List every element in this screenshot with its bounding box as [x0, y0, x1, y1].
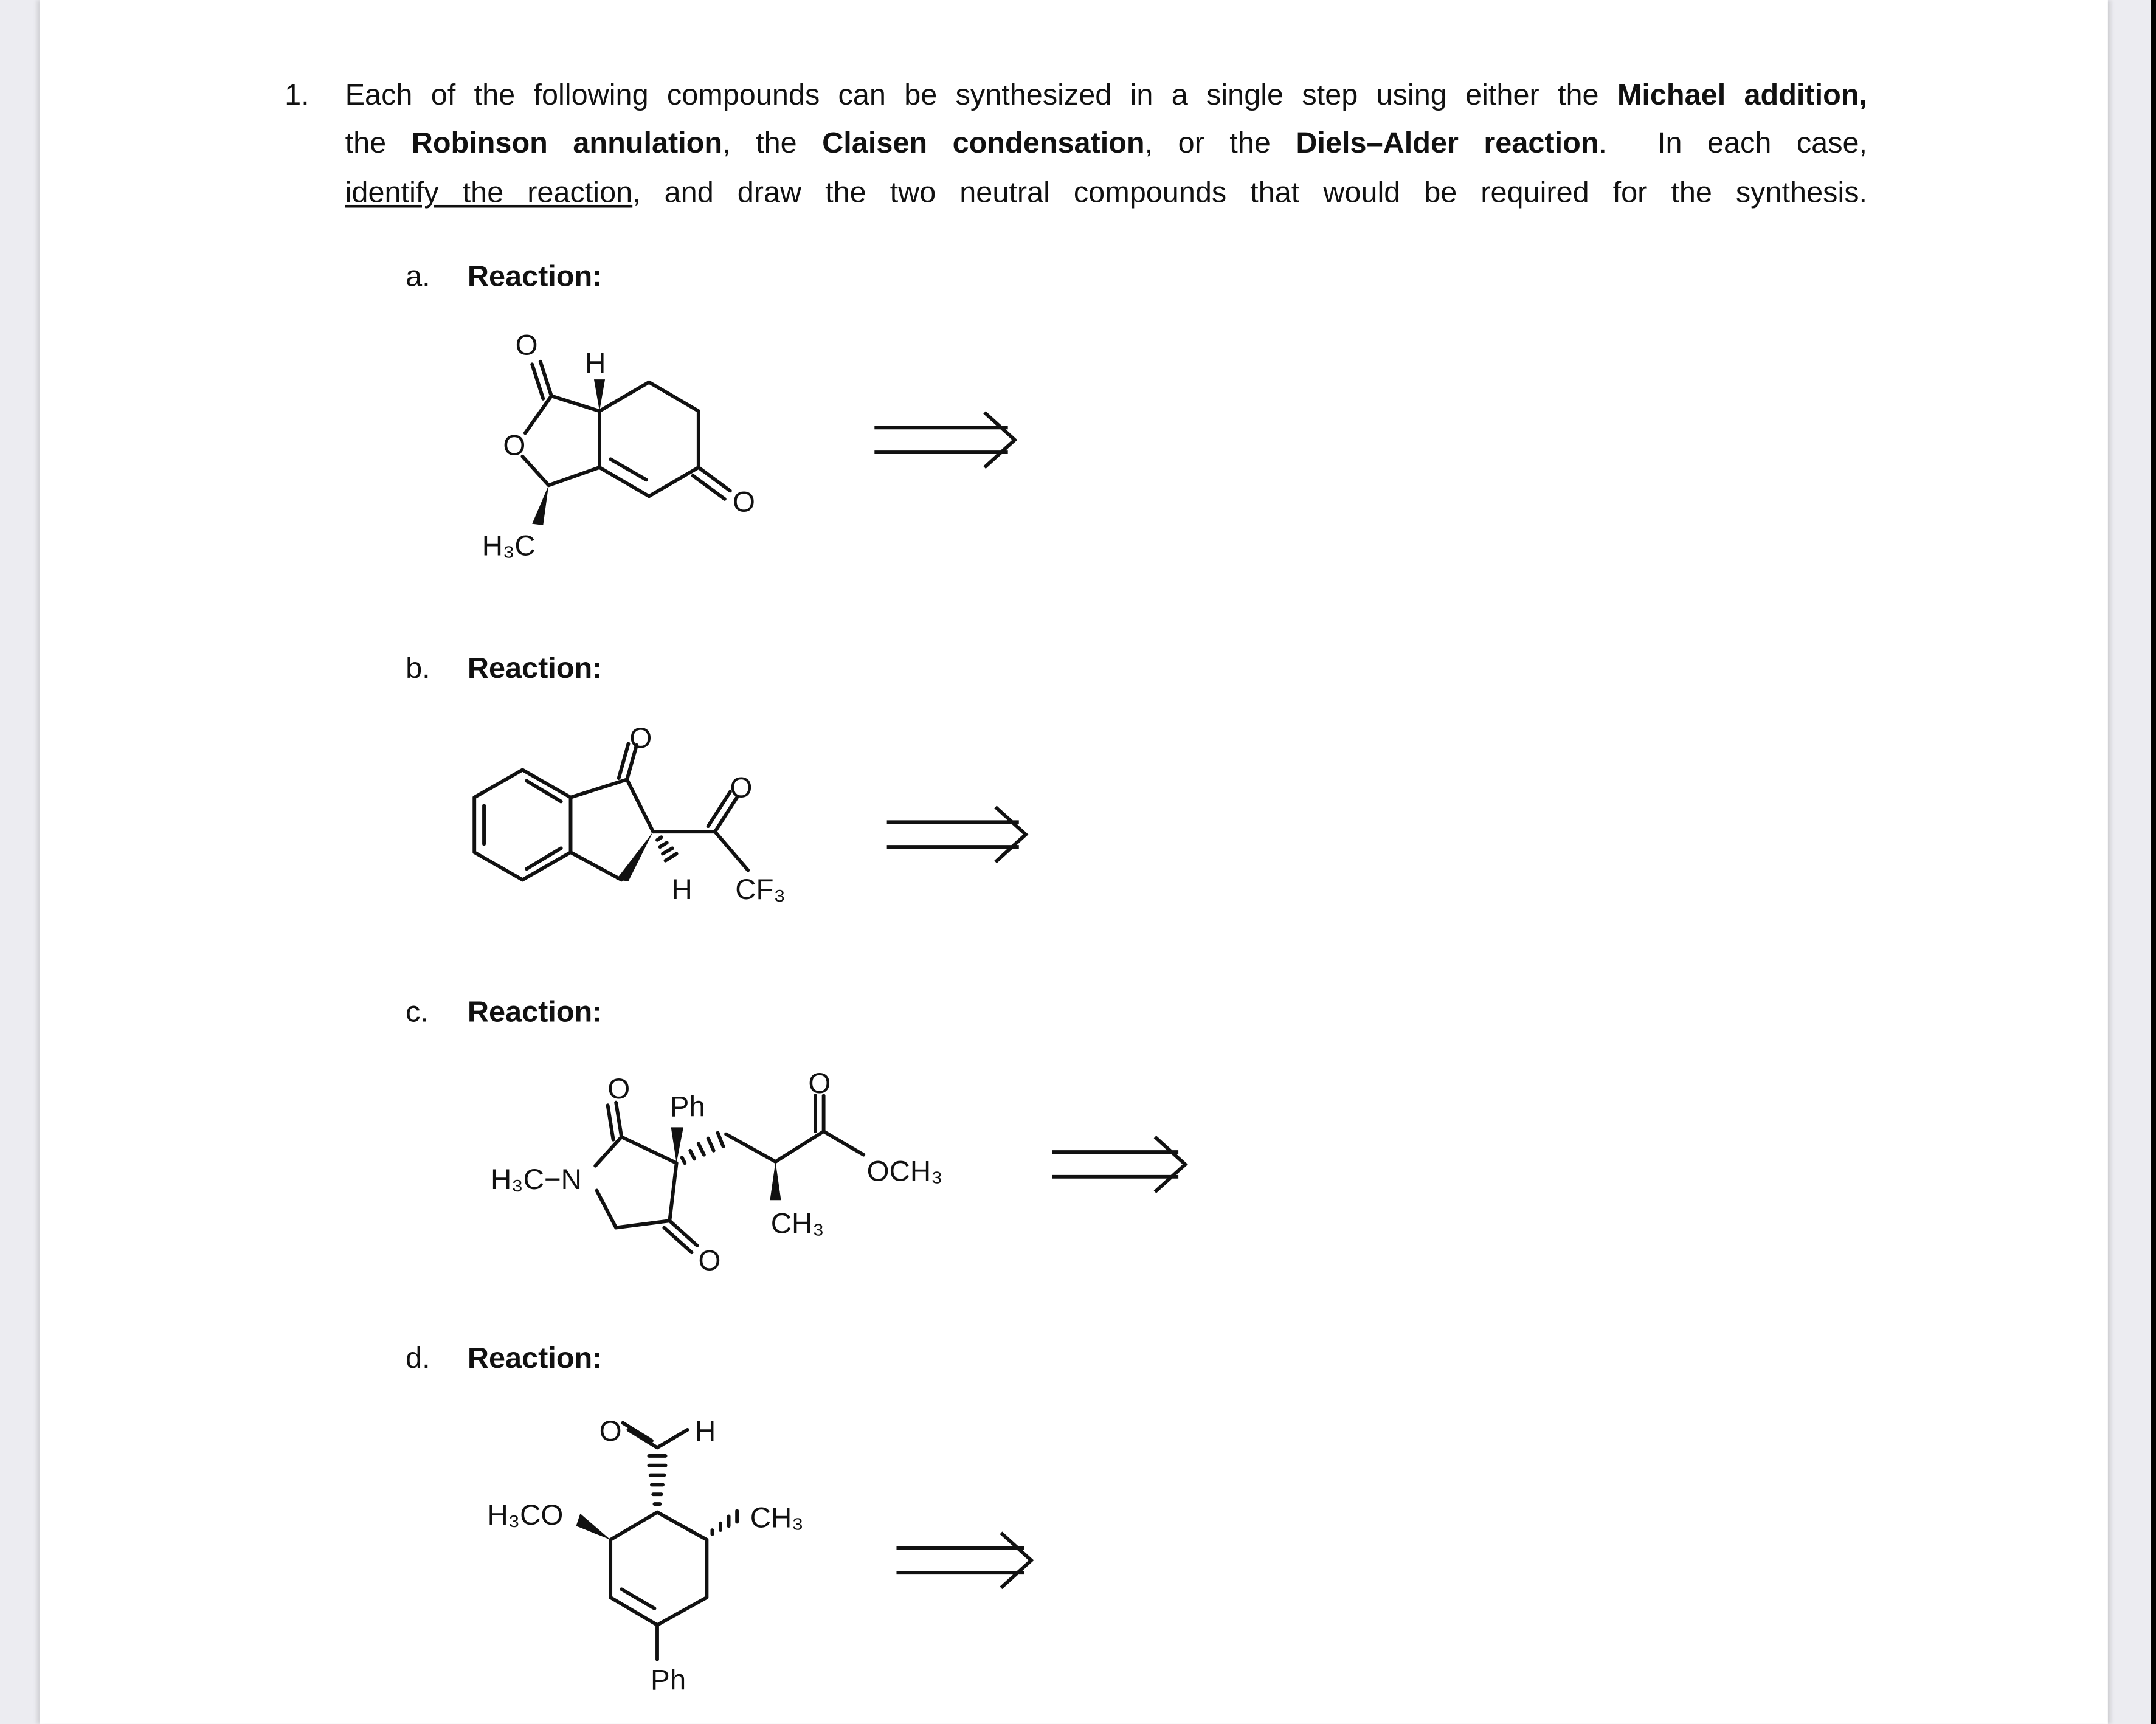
- atom-label: Ph: [669, 1091, 705, 1123]
- molecule-b: [474, 722, 786, 906]
- text: , or the: [1144, 126, 1296, 160]
- wedge-bond: [576, 1514, 611, 1540]
- molecule-d: [487, 1415, 803, 1696]
- wedge-bond: [616, 832, 653, 881]
- atom-label: CH₃: [770, 1207, 824, 1240]
- text: ,: [1859, 78, 1868, 112]
- lactone-carbonyl: [532, 362, 551, 399]
- atom-label: O: [730, 771, 753, 804]
- cyclohexenone-ring: [599, 382, 699, 497]
- atom-label: H: [671, 874, 693, 906]
- part-a-letter: a.: [406, 260, 430, 293]
- atom-label: O: [503, 429, 526, 462]
- text: . In each case,: [1598, 126, 1868, 160]
- wedge-bond: [770, 1162, 781, 1200]
- five-ring: [571, 779, 654, 880]
- retrosynthesis-arrow-c: [1052, 1137, 1185, 1191]
- atom-label: O: [607, 1072, 631, 1105]
- part-c-letter: c.: [406, 995, 429, 1029]
- term-robinson-annulation: Robinson annulation: [411, 126, 723, 160]
- atom-label: Ph: [651, 1664, 686, 1697]
- part-d-letter: d.: [406, 1342, 430, 1375]
- aldehyde-bonds: [623, 1423, 687, 1448]
- part-a-label: Reaction:: [467, 260, 603, 293]
- part-b-letter: b.: [406, 651, 430, 685]
- retrosynthesis-arrow-b: [887, 807, 1026, 861]
- hashed-bond: [657, 837, 677, 860]
- term-michael-addition: Michael addition: [1617, 78, 1859, 112]
- ketone-double-bond: [693, 467, 730, 499]
- atom-label: O: [698, 1244, 721, 1277]
- hashed-bond: [682, 1133, 724, 1163]
- atom-label: H₃C: [482, 529, 536, 562]
- part-c-label: Reaction:: [467, 995, 603, 1029]
- atom-label: CH₃: [750, 1502, 804, 1534]
- aromatic-inner-lines: [484, 781, 561, 869]
- hashed-bond: [649, 1456, 665, 1504]
- atom-label: OCH₃: [866, 1155, 943, 1188]
- underlined-instruction: identify the reaction: [345, 176, 633, 209]
- part-b-label: Reaction:: [467, 651, 603, 685]
- molecule-c: [491, 1067, 942, 1277]
- term-claisen-condensation: Claisen condensation: [822, 126, 1145, 160]
- pyrrolidinedione-ring: [595, 1137, 676, 1227]
- text: Each of the following compounds can be synthesized in a single step using either the: [345, 78, 1617, 112]
- cyclohexene-ring: [610, 1512, 707, 1625]
- hashed-bond: [712, 1511, 737, 1534]
- ester-chain: [726, 1095, 863, 1162]
- text: the: [345, 126, 412, 160]
- molecule-a: [482, 329, 755, 562]
- atom-label: H: [585, 347, 606, 379]
- retrosynthesis-arrow-a: [874, 412, 1015, 467]
- benzene-ring: [474, 770, 570, 880]
- lactone-ring: [522, 396, 599, 485]
- atom-label: O: [599, 1415, 622, 1448]
- atom-label: H₃CO: [487, 1498, 564, 1531]
- atom-label: H₃C−N: [491, 1164, 582, 1196]
- atom-label: O: [808, 1067, 831, 1100]
- atom-label: O: [629, 722, 652, 755]
- question-number: 1.: [285, 78, 309, 112]
- text: , the: [722, 126, 823, 160]
- part-d-label: Reaction:: [467, 1342, 603, 1375]
- carbonyl-2: [664, 1221, 697, 1252]
- term-diels-alder: Diels–Alder reaction: [1296, 126, 1599, 160]
- atom-label: O: [515, 329, 538, 362]
- wedge-bond: [532, 485, 548, 525]
- atom-label: CF₃: [735, 874, 786, 906]
- carbonyl-1: [608, 1103, 622, 1140]
- atom-label: O: [732, 486, 755, 519]
- atom-label: H: [694, 1415, 716, 1448]
- wedge-bond: [594, 379, 605, 411]
- text: , and draw the two neutral compounds that would be required for the synthesis.: [632, 176, 1868, 209]
- retrosynthesis-arrow-d: [896, 1533, 1031, 1588]
